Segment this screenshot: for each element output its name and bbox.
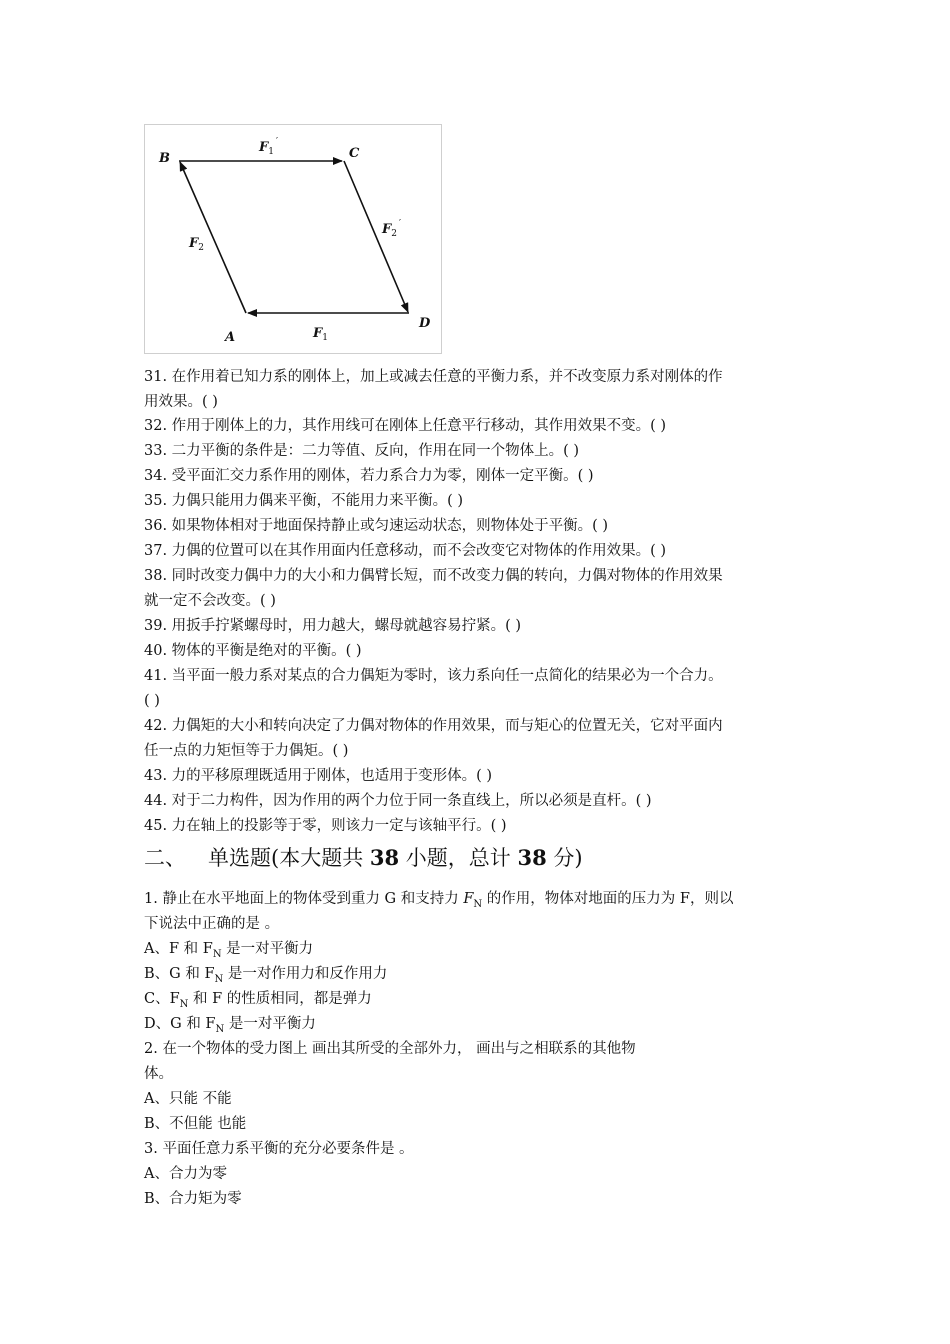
question-33: 33. 二力平衡的条件是：二力等值、反向，作用在同一个物体上。( ) bbox=[144, 443, 580, 459]
question-32: 32. 作用于刚体上的力，其作用线可在刚体上任意平行移动，其作用效果不变。( ) bbox=[144, 418, 667, 434]
mc-q1-option-b bbox=[144, 962, 812, 987]
f1-prime-label: $F_1'$ bbox=[259, 137, 279, 157]
question-37: 37. 力偶的位置可以在其作用面内任意移动，而不会改变它对物体的作用效果。( ) bbox=[144, 543, 667, 559]
vertex-c-label: C bbox=[349, 146, 360, 161]
mc-q1-fn-symbol: F bbox=[463, 891, 474, 907]
mc-q1-option-d bbox=[144, 1012, 812, 1037]
mc-q1-text-b: 的作用，物体对地面的压力为 F，则以 bbox=[482, 891, 734, 907]
mc-question-1-line-1 bbox=[144, 887, 812, 912]
mc-q1-option-d-text: D、G 和 F bbox=[144, 1016, 216, 1032]
mc-q1-option-a bbox=[144, 937, 812, 962]
section-2-title-c: 分) bbox=[546, 846, 583, 870]
question-43: 43. 力的平移原理既适用于刚体，也适用于变形体。( ) bbox=[144, 768, 493, 784]
vertex-a-label: A bbox=[225, 330, 236, 345]
f2-label: $F_2$ bbox=[189, 236, 204, 253]
force-f2-prime-arrow bbox=[344, 161, 408, 312]
mc-q1-fn-subscript: N bbox=[473, 899, 483, 910]
vertex-b-label: B bbox=[159, 151, 170, 166]
vertex-d-label: D bbox=[419, 316, 431, 331]
question-36: 36. 如果物体相对于地面保持静止或匀速运动状态，则物体处于平衡。( ) bbox=[144, 518, 609, 534]
question-39: 39. 用扳手拧紧螺母时，用力越大，螺母就越容易拧紧。( ) bbox=[144, 618, 522, 634]
mc-q1-option-c-rest: 和 F 的性质相同，都是弹力 bbox=[188, 991, 372, 1007]
mc-q3-option-b: B、合力矩为零 bbox=[144, 1191, 242, 1207]
question-42-line-2: 任一点的力矩恒等于力偶矩。( ) bbox=[144, 743, 349, 759]
section-2-number: 二、 bbox=[144, 846, 186, 870]
question-41-line-1: 41. 当平面一般力系对某点的合力偶矩为零时，该力系向任一点简化的结果必为一个合力。 bbox=[144, 668, 723, 684]
force-parallelogram-figure bbox=[144, 124, 442, 354]
question-38-line-1: 38. 同时改变力偶中力的大小和力偶臂长短，而不改变力偶的转向，力偶对物体的作用效果 bbox=[144, 568, 723, 584]
f1-label: $F_1$ bbox=[313, 326, 328, 343]
mc-q1-option-a-text: A、F 和 F bbox=[144, 941, 213, 957]
mc-q1-option-b-sub: N bbox=[214, 974, 224, 985]
section-2-heading bbox=[144, 842, 824, 874]
section-2-count: 38 bbox=[369, 845, 400, 870]
mc-q1-option-c bbox=[144, 987, 812, 1012]
mc-q1-option-a-rest: 是一对平衡力 bbox=[221, 941, 314, 957]
question-45: 45. 力在轴上的投影等于零，则该力一定与该轴平行。( ) bbox=[144, 818, 507, 834]
section-2-title-b: 小题，总计 bbox=[399, 846, 518, 870]
question-34: 34. 受平面汇交力系作用的刚体，若力系合力为零，刚体一定平衡。( ) bbox=[144, 468, 594, 484]
mc-q2-option-a: A、只能 不能 bbox=[144, 1091, 232, 1107]
question-31-line-1: 31. 在作用着已知力系的刚体上，加上或减去任意的平衡力系，并不改变原力系对刚体的作 bbox=[144, 369, 723, 385]
f2-prime-label: $F_2'$ bbox=[382, 219, 402, 239]
mc-q1-option-d-sub: N bbox=[215, 1024, 225, 1035]
section-2-score: 38 bbox=[517, 845, 547, 870]
mc-q1-option-c-sub: N bbox=[179, 999, 189, 1010]
question-41-line-2: ( ) bbox=[144, 693, 160, 709]
mc-q1-option-b-rest: 是一对作用力和反作用力 bbox=[223, 966, 388, 982]
question-44: 44. 对于二力构件，因为作用的两个力位于同一条直线上，所以必须是直杆。( ) bbox=[144, 793, 652, 809]
question-31-line-2: 用效果。( ) bbox=[144, 394, 218, 410]
mc-q1-option-b-text: B、G 和 F bbox=[144, 966, 215, 982]
mc-q2-option-b: B、不但能 也能 bbox=[144, 1116, 247, 1132]
mc-question-2-line-2: 体。 bbox=[144, 1066, 173, 1082]
section-2-title-a: 单选题(本大题共 bbox=[208, 846, 370, 870]
mc-question-3: 3. 平面任意力系平衡的充分必要条件是 。 bbox=[144, 1141, 414, 1157]
question-40: 40. 物体的平衡是绝对的平衡。( ) bbox=[144, 643, 362, 659]
mc-q1-option-d-rest: 是一对平衡力 bbox=[224, 1016, 316, 1032]
mc-q1-text-a: 1. 静止在水平地面上的物体受到重力 G 和支持力 bbox=[144, 891, 464, 907]
mc-question-1-line-2: 下说法中正确的是 。 bbox=[144, 916, 280, 932]
question-35: 35. 力偶只能用力偶来平衡，不能用力来平衡。( ) bbox=[144, 493, 464, 509]
mc-q1-option-c-text: C、F bbox=[144, 991, 180, 1007]
question-42-line-1: 42. 力偶矩的大小和转向决定了力偶对物体的作用效果，而与矩心的位置无关，它对平面内 bbox=[144, 718, 723, 734]
question-38-line-2: 就一定不会改变。( ) bbox=[144, 593, 276, 609]
mc-q1-option-a-sub: N bbox=[212, 949, 222, 960]
mc-q3-option-a: A、合力为零 bbox=[144, 1166, 227, 1182]
mc-question-2-line-1: 2. 在一个物体的受力图上 画出其所受的全部外力， 画出与之相联系的其他物 bbox=[144, 1041, 636, 1057]
parallelogram-diagram bbox=[145, 125, 443, 355]
